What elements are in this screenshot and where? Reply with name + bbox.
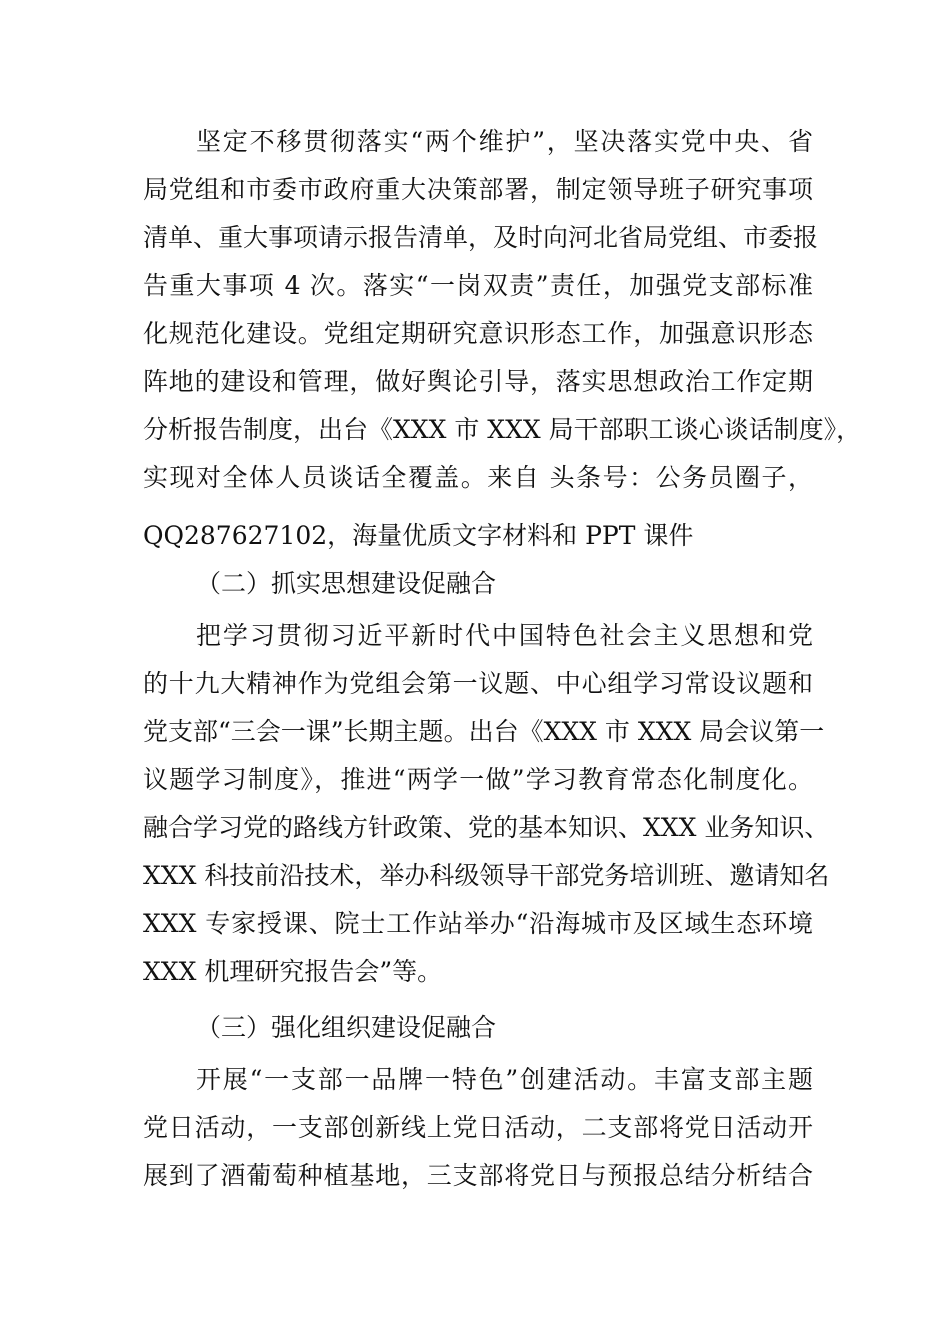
paragraph-1-line-9: QQ287627102，海量优质文字材料和 PPT 课件 [143, 521, 694, 550]
paragraph-2-line-6: XXX 科技前沿技术，举办科级领导干部党务培训班、邀请知名 [143, 861, 830, 890]
section-heading-3: （三）强化组织建设促融合 [196, 1013, 497, 1042]
paragraph-3-line-1: 开展“一支部一品牌一特色”创建活动。丰富支部主题 [196, 1065, 813, 1094]
paragraph-3-line-2: 党日活动，一支部创新线上党日活动，二支部将党日活动开 [143, 1113, 813, 1142]
paragraph-1-line-1: 坚定不移贯彻落实“两个维护”，坚决落实党中央、省 [196, 127, 813, 156]
paragraph-2-line-7: XXX 专家授课、院士工作站举办“沿海城市及区域生态环境 [143, 909, 813, 938]
paragraph-2-line-4: 议题学习制度》，推进“两学一做”学习教育常态化制度化。 [143, 765, 813, 794]
paragraph-1-line-4: 告重大事项 4 次。落实“一岗双责”责任，加强党支部标准 [143, 271, 813, 300]
paragraph-2-line-5: 融合学习党的路线方针政策、党的基本知识、XXX 业务知识、 [143, 813, 830, 842]
paragraph-2-line-3: 党支部“三会一课”长期主题。出台《XXX 市 XXX 局会议第一 [143, 717, 825, 746]
paragraph-2-line-2: 的十九大精神作为党组会第一议题、中心组学习常设议题和 [143, 669, 813, 698]
paragraph-1-line-8: 实现对全体人员谈话全覆盖。来自 头条号：公务员圈子， [143, 463, 813, 492]
paragraph-2-line-8: XXX 机理研究报告会”等。 [143, 957, 443, 986]
paragraph-1-line-3: 清单、重大事项请示报告清单，及时向河北省局党组、市委报 [143, 223, 819, 252]
paragraph-1-line-6: 阵地的建设和管理，做好舆论引导，落实思想政治工作定期 [143, 367, 813, 396]
section-heading-2: （二）抓实思想建设促融合 [196, 569, 497, 598]
paragraph-2-line-1: 把学习贯彻习近平新时代中国特色社会主义思想和党 [196, 621, 813, 650]
paragraph-1-line-2: 局党组和市委市政府重大决策部署，制定领导班子研究事项 [143, 175, 813, 204]
paragraph-1-line-5: 化规范化建设。党组定期研究意识形态工作，加强意识形态 [143, 319, 813, 348]
paragraph-3-line-3: 展到了酒葡萄种植基地，三支部将党日与预报总结分析结合 [143, 1161, 813, 1190]
paragraph-1-line-7: 分析报告制度，出台《XXX 市 XXX 局干部职工谈心谈话制度》， [143, 415, 862, 444]
